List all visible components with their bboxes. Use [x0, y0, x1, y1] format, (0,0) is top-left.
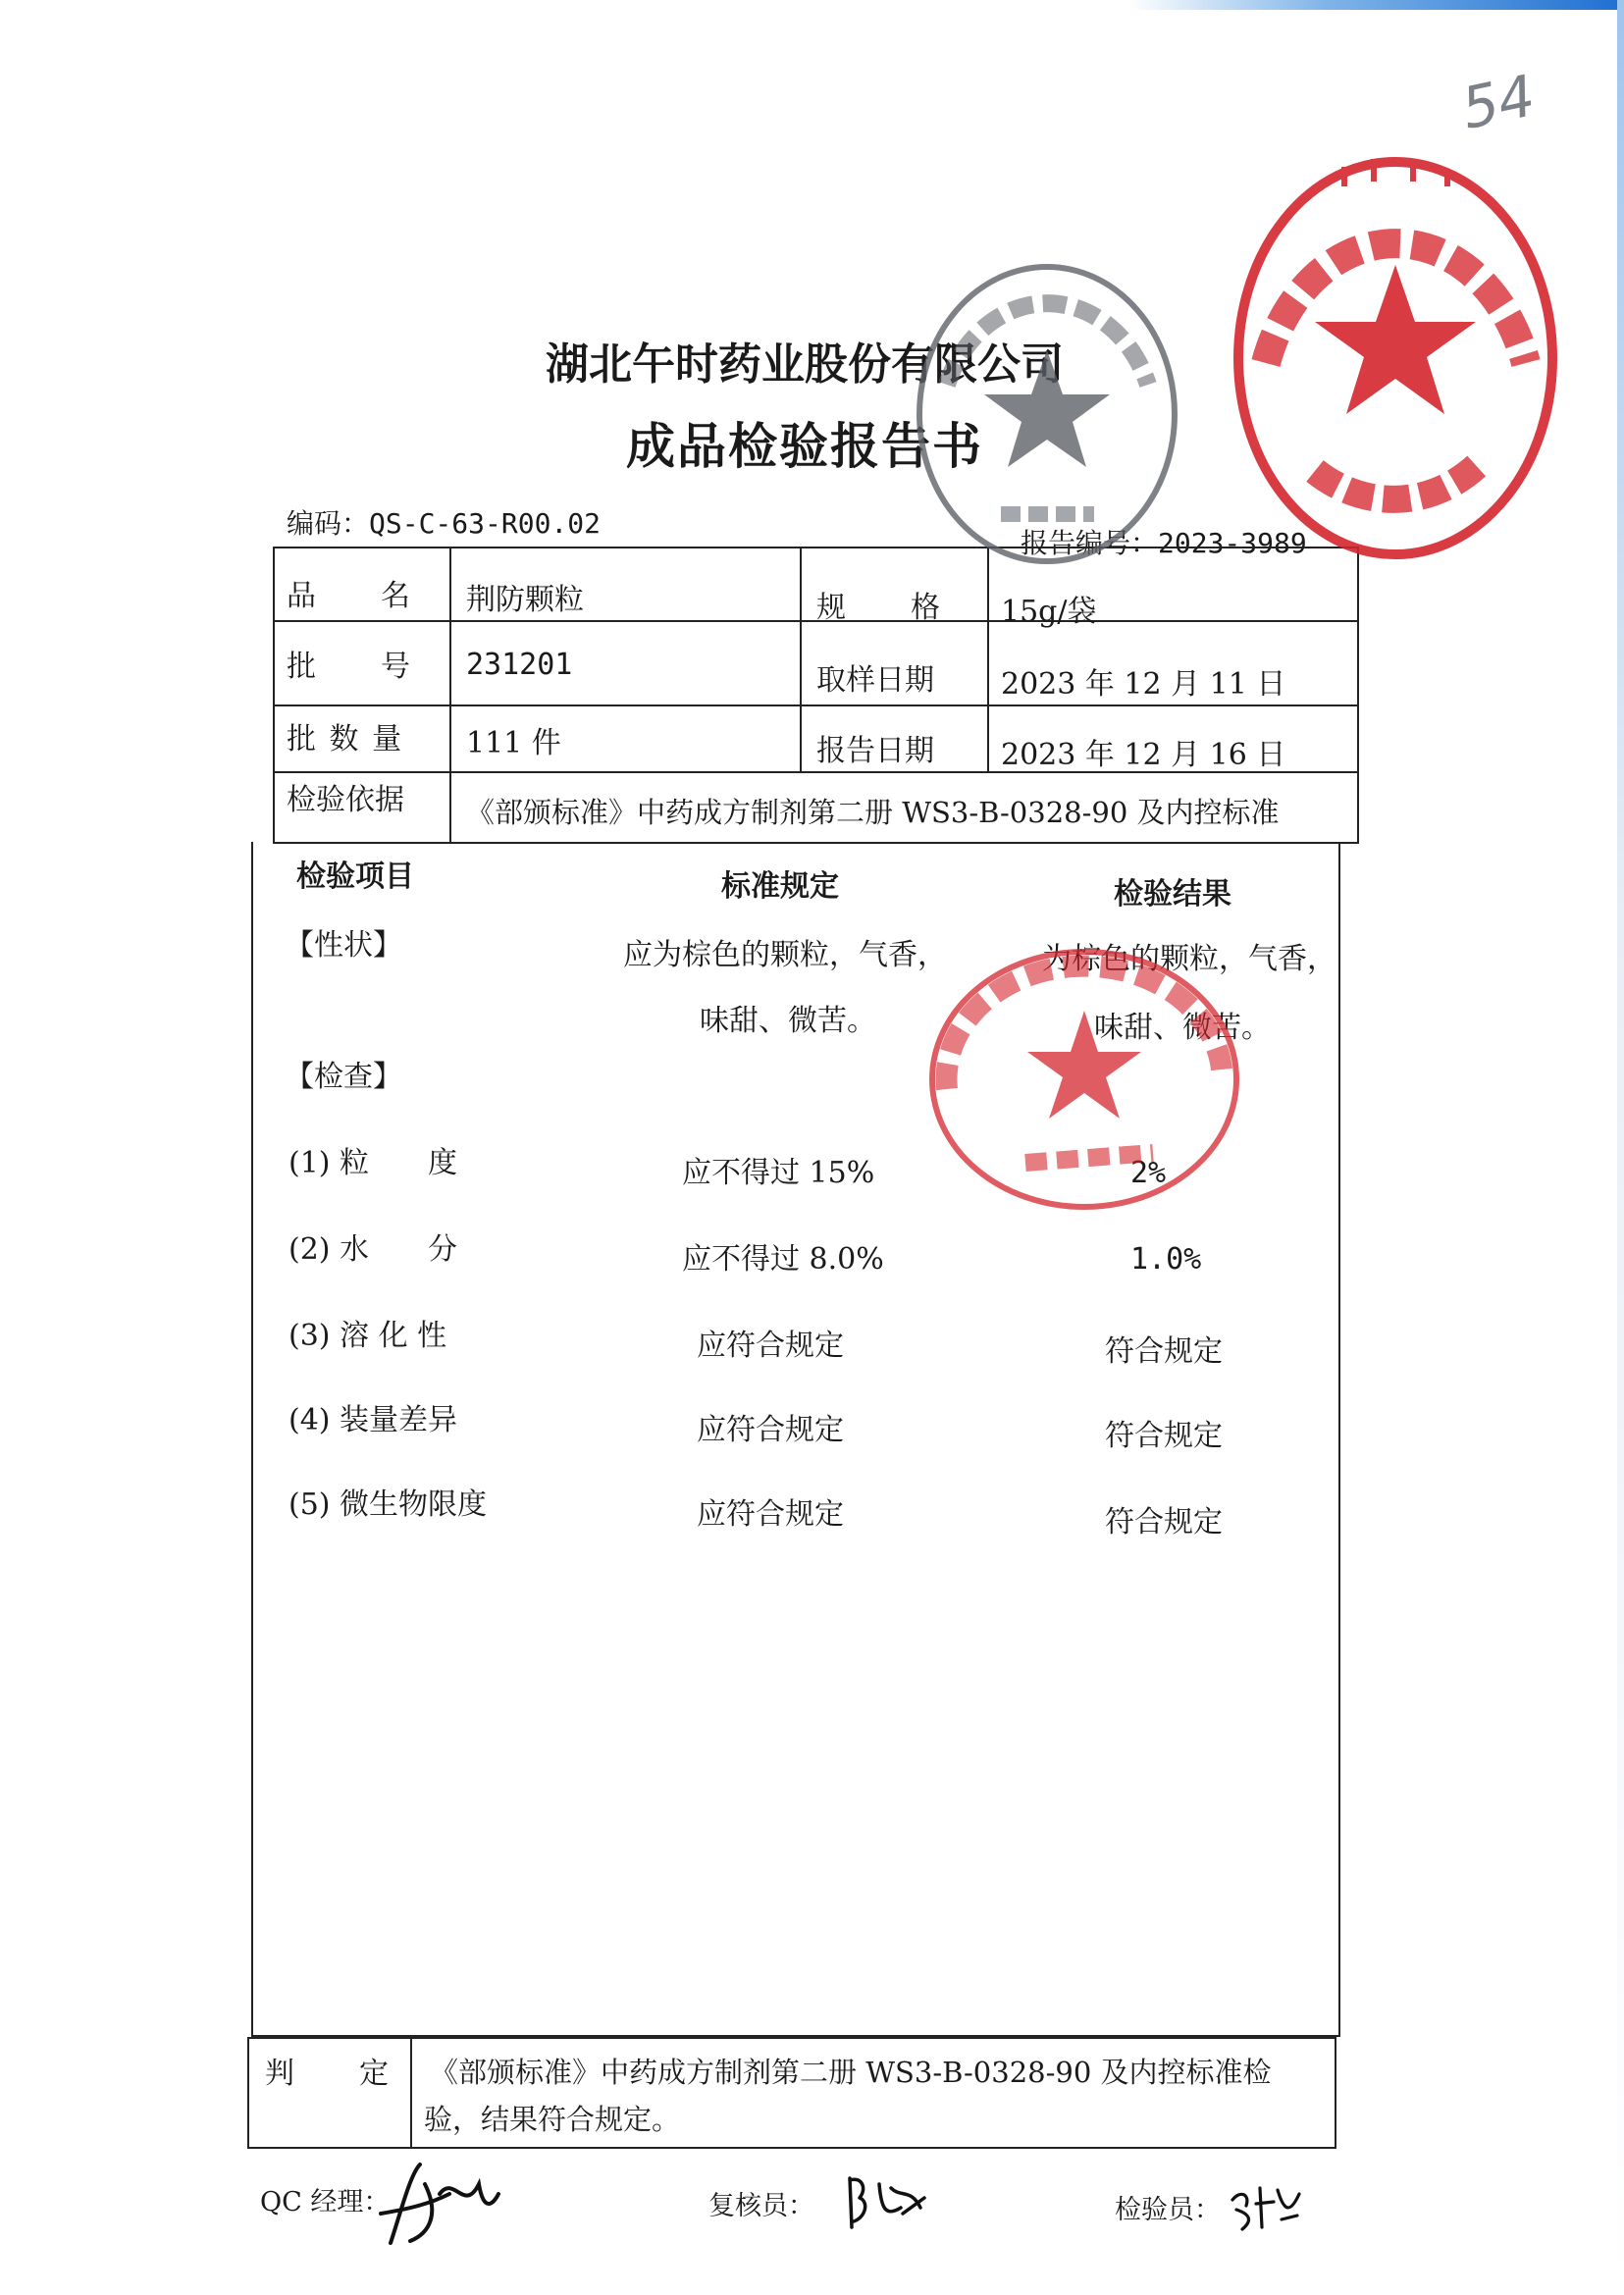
check-standard-2: 应不得过 8.0%	[682, 1242, 884, 1277]
county-pharma-quality-stamp	[917, 932, 1251, 1226]
check-result-1: 2%	[1130, 1156, 1167, 1190]
check-item-4: (4) 装量差异	[288, 1403, 458, 1437]
product-name-label: 品 名	[287, 579, 412, 613]
check-item-3: (3) 溶 化 性	[288, 1319, 447, 1353]
check-standard-3: 应符合规定	[697, 1329, 844, 1363]
column-header-result: 检验结果	[1114, 877, 1231, 912]
report-number: 报告编号：2023-3989	[1021, 527, 1307, 559]
info-table-col-divider	[987, 547, 989, 771]
report-date-label: 报告日期	[816, 734, 934, 768]
basis-value: 《部颁标准》中药成方制剂第二册 WS3-B-0328-90 及内控标准	[466, 796, 1280, 829]
spec-value: 15g/袋	[1001, 595, 1097, 629]
info-table-col-divider	[800, 547, 802, 771]
character-result-line1: 为棕色的颗粒，气香，	[1042, 942, 1336, 976]
check-result-2: 1.0%	[1130, 1242, 1202, 1277]
company-inspection-stamp	[908, 257, 1187, 571]
quantity-label: 批 数 量	[287, 722, 404, 756]
qc-manager-signature	[371, 2155, 508, 2253]
qc-manager-label: QC 经理：	[260, 2187, 391, 2217]
company-name: 湖北午时药业股份有限公司	[546, 339, 1064, 390]
scan-edge-right	[1617, 0, 1624, 2295]
quantity-value: 111 件	[466, 726, 561, 760]
sample-date-label: 取样日期	[816, 663, 934, 698]
info-table-col-divider	[449, 547, 451, 844]
judgement-col-divider	[410, 2037, 412, 2149]
batch-value: 231201	[466, 648, 573, 682]
check-label: 【检查】	[285, 1060, 402, 1094]
report-title: 成品检验报告书	[626, 418, 983, 475]
judgement-label: 判 定	[265, 2057, 391, 2091]
scan-edge-top	[1128, 0, 1624, 10]
character-label: 【性状】	[285, 928, 402, 963]
doc-code: 编码：QS-C-63-R00.02	[287, 507, 602, 540]
reviewer-signature	[842, 2168, 930, 2237]
check-result-4: 符合规定	[1105, 1419, 1223, 1453]
report-date-value: 2023 年 12 月 16 日	[1001, 738, 1286, 772]
check-result-5: 符合规定	[1105, 1505, 1223, 1539]
check-item-1: (1) 粒 度	[288, 1146, 458, 1180]
character-standard-line2: 味甜、微苦。	[700, 1004, 876, 1038]
column-header-item: 检验项目	[296, 860, 414, 894]
check-standard-1: 应不得过 15%	[682, 1156, 875, 1190]
check-standard-4: 应符合规定	[697, 1413, 844, 1447]
inspector-signature	[1227, 2180, 1305, 2235]
sample-date-value: 2023 年 12 月 11 日	[1001, 667, 1286, 702]
column-header-standard: 标准规定	[721, 869, 839, 904]
character-standard-line1: 应为棕色的颗粒，气香，	[623, 938, 947, 972]
inspector-label: 检验员：	[1115, 2195, 1221, 2225]
product-name-value: 荆防颗粒	[466, 583, 584, 617]
judgement-text-line1: 《部颁标准》中药成方制剂第二册 WS3-B-0328-90 及内控标准检	[430, 2056, 1272, 2089]
character-result-line2: 味甜、微苦。	[1094, 1011, 1271, 1045]
check-result-3: 符合规定	[1105, 1334, 1223, 1369]
distributor-quality-stamp	[1227, 147, 1565, 569]
check-standard-5: 应符合规定	[697, 1497, 844, 1532]
reviewer-label: 复核员：	[708, 2191, 814, 2221]
basis-label: 检验依据	[287, 783, 404, 817]
batch-label: 批 号	[287, 650, 412, 684]
page-number-note: 54	[1455, 62, 1542, 142]
check-item-2: (2) 水 分	[288, 1232, 458, 1267]
info-table-row-divider	[273, 704, 1359, 706]
judgement-text-line2: 验，结果符合规定。	[424, 2103, 681, 2136]
spec-label: 规 格	[816, 591, 942, 625]
check-item-5: (5) 微生物限度	[288, 1487, 488, 1522]
